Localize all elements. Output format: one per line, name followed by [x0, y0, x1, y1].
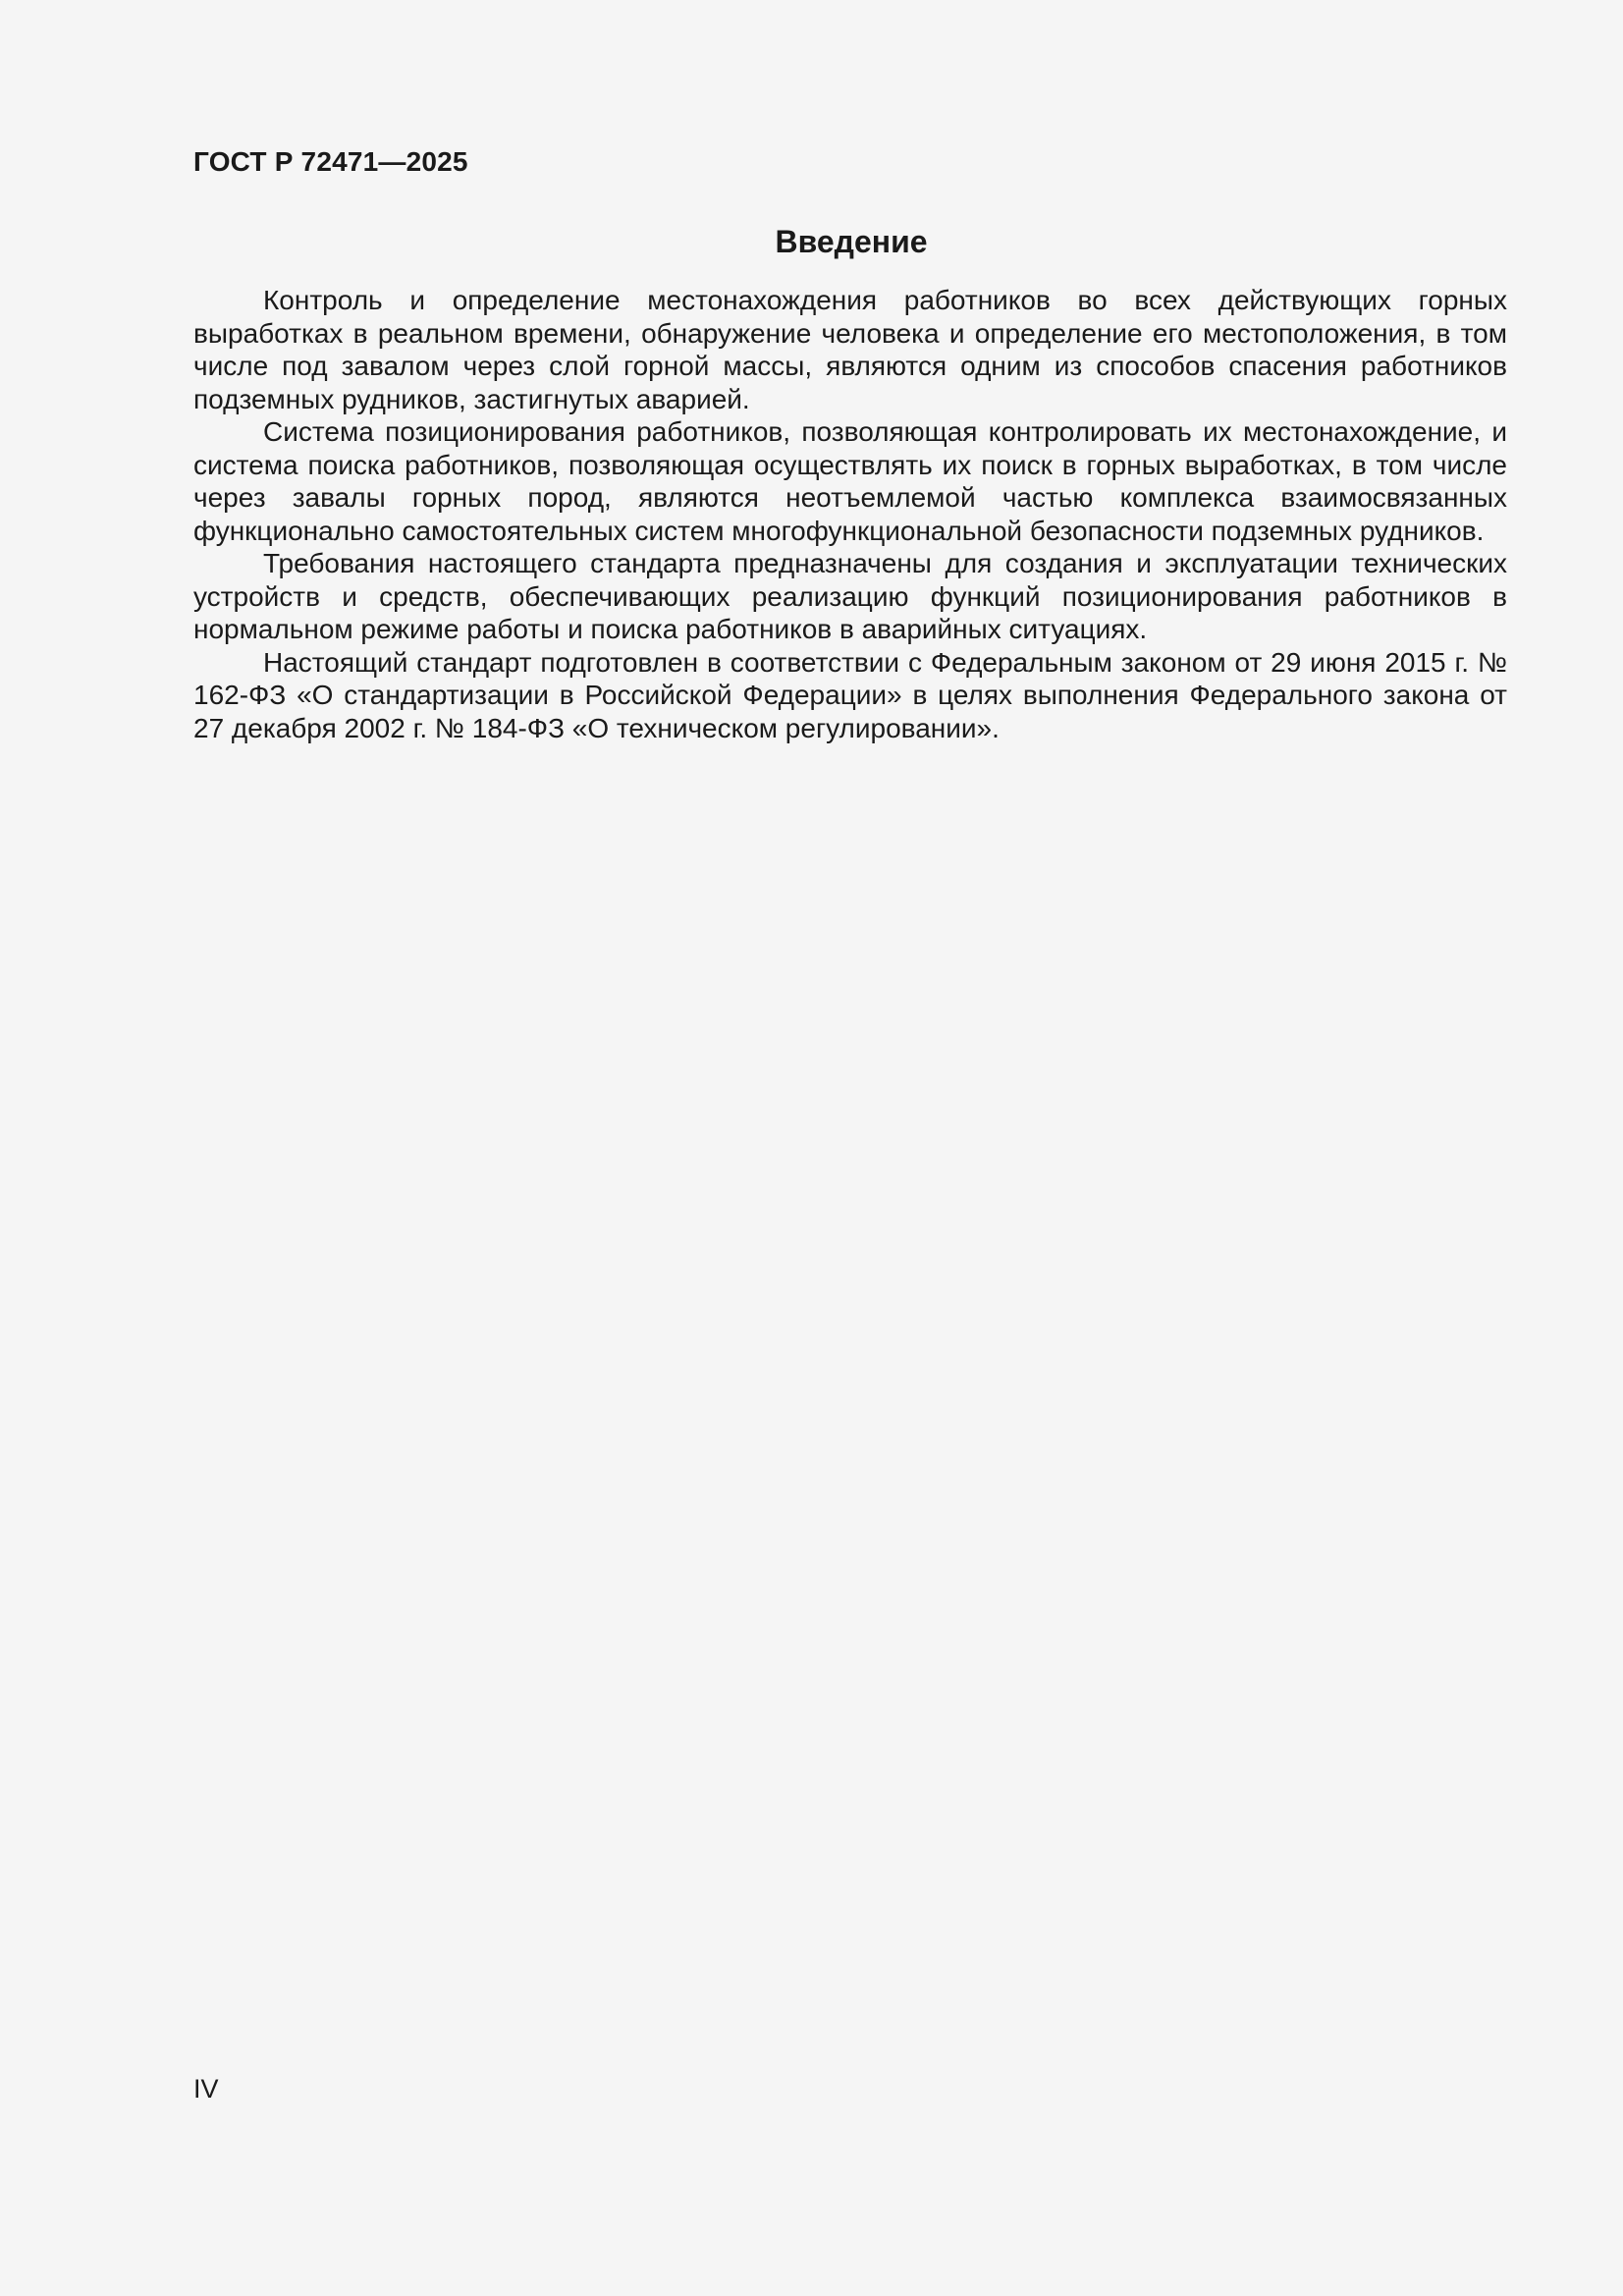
section-body	[193, 284, 1507, 744]
paragraph-3: Требования настоящего стандарта предназначены для создания и эксплуатации технических устройств и средств, обеспечивающих реализацию функций позиционирования работников в нормальном режиме работы и поиска работников в аварийных ситуациях.	[193, 548, 1507, 644]
paragraph-4: Настоящий стандарт подготовлен в соответствии с Федеральным законом от 29 июня 2015 г. № 162-ФЗ «О стандартизации в Российской Федерации» в целях выполнения Федерального закона от 27 декабря 2002 г. № 184-ФЗ «О техническом регулировании».	[193, 646, 1507, 743]
standard-number-header: ГОСТ Р 72471—2025	[193, 146, 468, 177]
section-title: Введение	[775, 224, 928, 259]
page-number: IV	[193, 2074, 219, 2104]
paragraph-1: Контроль и определение местонахождения работников во всех действующих горных выработках в реальном времени, обнаружение человека и определение его местоположения, в том числе под завалом через слой горной массы, являются одним из способов спасения работников подземных рудников, застигнутых аварией.	[193, 285, 1507, 414]
paragraph-2: Система позиционирования работников, позволяющая контролировать их местонахождение, и система поиска работников, позволяющая осуществлять их поиск в горных выработках, в том числе через завалы горных пород, являются неотъемлемой частью комплекса взаимосвязанных функционально самостоятельных систем многофункциональной безопасности подземных рудников.	[193, 416, 1507, 546]
